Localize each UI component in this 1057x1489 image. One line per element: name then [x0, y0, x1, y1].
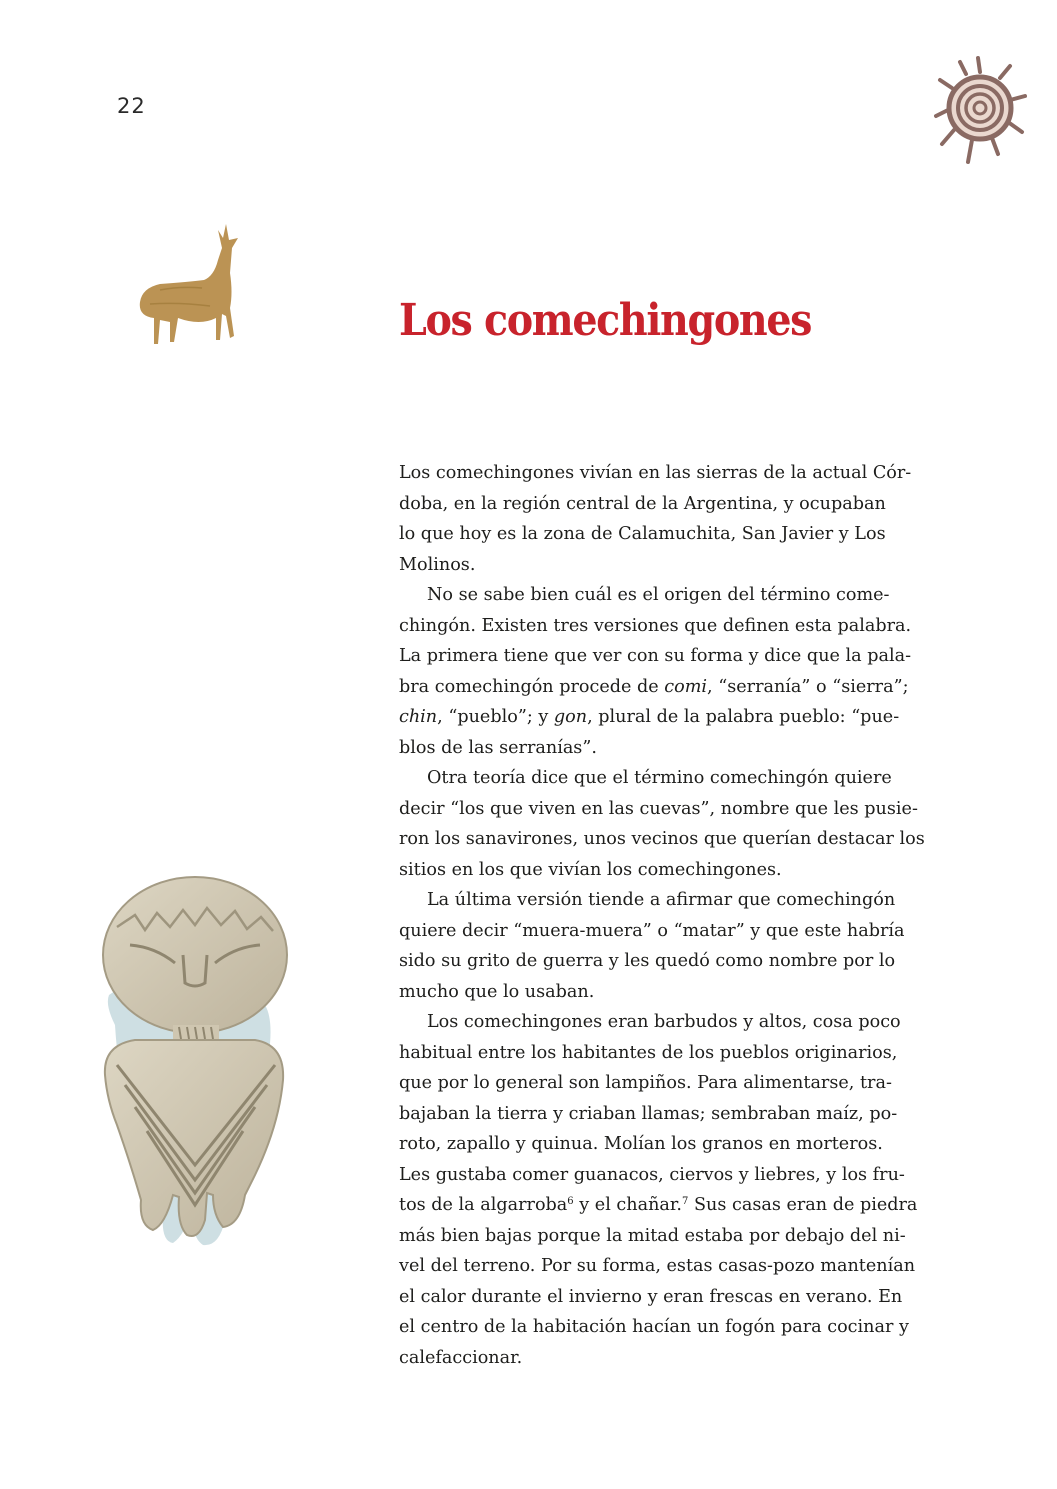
text-line: Los comechingones eran barbudos y altos, cosa poco — [427, 1012, 901, 1032]
text-segment: , plural de la palabra pueblo: “pue- — [587, 707, 900, 727]
text-line — [399, 702, 959, 733]
text-line: Molinos. — [399, 554, 476, 575]
text-line: bajaban la tierra y criaban llamas; sembraban maíz, po- — [399, 1103, 898, 1124]
text-line: blos de las serranías”. — [399, 737, 597, 758]
text-segment: , “serranía” o “sierra”; — [707, 676, 909, 697]
text-line: vel del terreno. Por su forma, estas casas-pozo mantenían — [399, 1256, 916, 1276]
text-segment: , “pueblo”; y — [437, 707, 554, 727]
sun-petroglyph-icon — [930, 50, 1030, 170]
footnote-ref: 6 — [567, 1196, 574, 1207]
italic-word: chin — [399, 707, 438, 727]
text-line: doba, en la región central de la Argentina, y ocupaban — [399, 493, 886, 514]
text-line: el calor durante el invierno y eran frescas en verano. En — [399, 1286, 903, 1307]
text-segment: bra comechingón procede de — [399, 676, 665, 697]
text-line: ron los sanavirones, unos vecinos que querían destacar los — [399, 829, 925, 849]
llama-petroglyph-icon — [130, 218, 250, 353]
text-segment: tos de la algarroba — [399, 1195, 568, 1215]
text-line: No se sabe bien cuál es el origen del término come- — [427, 585, 890, 605]
text-line: lo que hoy es la zona de Calamuchita, San Javier y Los — [399, 524, 886, 544]
italic-word: comi — [664, 676, 708, 697]
text-line — [399, 1190, 959, 1221]
stone-figurine-icon — [95, 875, 300, 1260]
text-line: calefaccionar. — [399, 1347, 523, 1368]
text-line: más bien bajas porque la mitad estaba por debajo del ni- — [399, 1225, 906, 1246]
italic-word: gon — [553, 707, 588, 727]
footnote-ref: 7 — [682, 1196, 689, 1207]
text-line: sido su grito de guerra y les quedó como nombre por lo — [399, 951, 896, 971]
text-line: habitual entre los habitantes de los pueblos originarios, — [399, 1042, 898, 1063]
text-line — [399, 672, 959, 703]
text-line: Otra teoría dice que el término comechingón quiere — [427, 768, 892, 788]
text-segment: Sus casas eran de piedra — [688, 1195, 918, 1215]
text-line: Los comechingones vivían en las sierras de la actual Cór- — [399, 463, 912, 483]
text-line: quiere decir “muera-muera” o “matar” y que este habría — [399, 920, 905, 941]
text-line: roto, zapallo y quinua. Molían los granos en morteros. — [399, 1134, 883, 1154]
text-line: chingón. Existen tres versiones que definen esta palabra. — [399, 615, 912, 636]
text-line: mucho que lo usaban. — [399, 981, 595, 1002]
page-number: 22 — [117, 94, 146, 118]
text-line: sitios en los que vivían los comechingones. — [399, 859, 782, 880]
text-line: Les gustaba comer guanacos, ciervos y liebres, y los fru- — [399, 1164, 905, 1185]
text-line: que por lo general son lampiños. Para alimentarse, tra- — [399, 1073, 892, 1093]
text-segment: y el chañar. — [573, 1195, 682, 1215]
page-title: Los comechingones — [399, 295, 812, 346]
text-line: La primera tiene que ver con su forma y dice que la pala- — [399, 646, 912, 666]
text-line: La última versión tiende a afirmar que comechingón — [427, 890, 896, 910]
body-text — [399, 458, 959, 1373]
text-line: el centro de la habitación hacían un fogón para cocinar y — [399, 1317, 909, 1337]
text-line: decir “los que viven en las cuevas”, nombre que les pusie- — [399, 798, 918, 819]
